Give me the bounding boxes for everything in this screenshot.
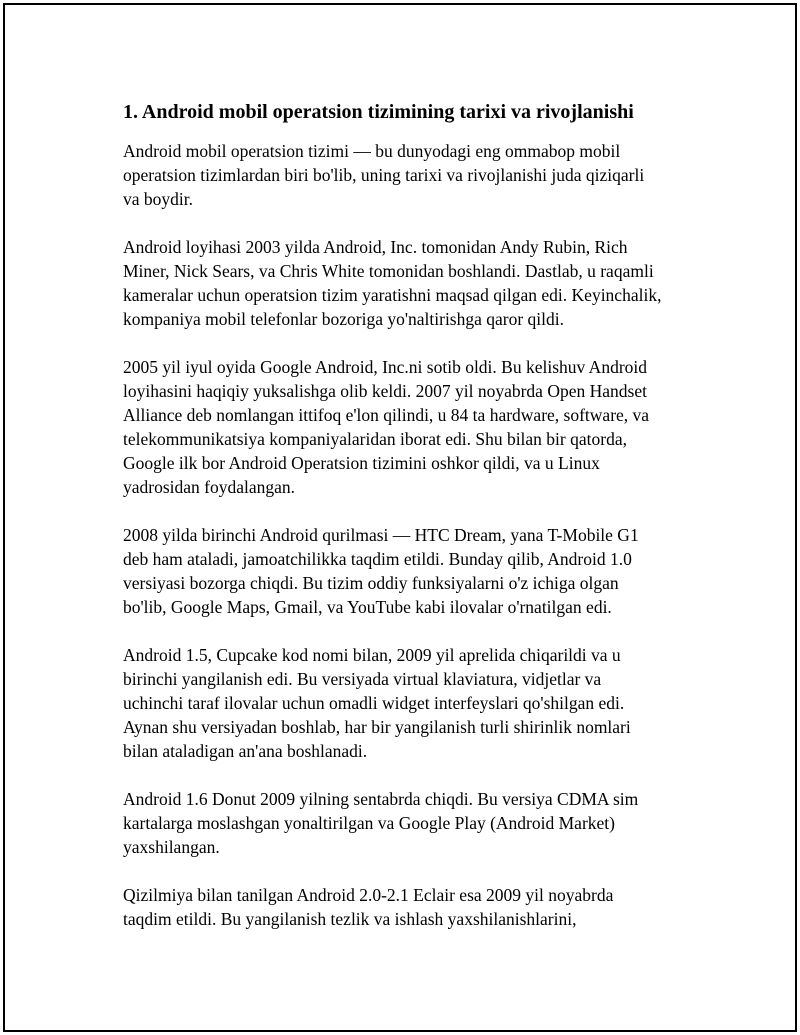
text-line: telekommunikatsiya kompaniyalaridan iborat edi. Shu bilan bir qatorda,	[123, 429, 627, 449]
text-line: 2008 yilda birinchi Android qurilmasi — HTC Dream, yana T-Mobile G1	[123, 525, 639, 545]
text-line: versiyasi bozorga chiqdi. Bu tizim oddiy funksiyalarni o'z ichiga olgan	[123, 573, 619, 593]
text-line: deb ham ataladi, jamoatchilikka taqdim etildi. Bunday qilib, Android 1.0	[123, 549, 632, 569]
paragraph	[123, 235, 703, 331]
text-line: loyihasini haqiqiy yuksalishga olib keldi. 2007 yil noyabrda Open Handset	[123, 381, 647, 401]
paragraph	[123, 139, 703, 211]
text-line: Android loyihasi 2003 yilda Android, Inc. tomonidan Andy Rubin, Rich	[123, 237, 628, 257]
text-line: Aynan shu versiyadan boshlab, har bir yangilanish turli shirinlik nomlari	[123, 717, 631, 737]
paragraph	[123, 787, 703, 859]
text-line: 2005 yil iyul oyida Google Android, Inc.ni sotib oldi. Bu kelishuv Android	[123, 357, 648, 377]
paragraph	[123, 883, 703, 931]
text-line: bo'lib, Google Maps, Gmail, va YouTube kabi ilovalar o'rnatilgan edi.	[123, 597, 612, 617]
text-line: kompaniya mobil telefonlar bozoriga yo'naltirishga qaror qildi.	[123, 309, 565, 329]
text-line: yadrosidan foydalangan.	[123, 477, 296, 497]
text-line: operatsion tizimlardan biri bo'lib, uning tarixi va rivojlanishi juda qiziqarli	[123, 165, 645, 185]
text-line: Android 1.5, Cupcake kod nomi bilan, 2009 yil aprelida chiqarildi va u	[123, 645, 621, 665]
text-line: va boydir.	[123, 189, 193, 209]
text-line: Miner, Nick Sears, va Chris White tomonidan boshlandi. Dastlab, u raqamli	[123, 261, 654, 281]
paragraph	[123, 523, 703, 619]
text-line: bilan ataladigan an'ana boshlanadi.	[123, 741, 368, 761]
text-line: kameralar uchun operatsion tizim yaratishni maqsad qilgan edi. Keyinchalik,	[123, 285, 662, 305]
text-line: Alliance deb nomlangan ittifoq e'lon qilindi, u 84 ta hardware, software, va	[123, 405, 650, 425]
text-line: taqdim etildi. Bu yangilanish tezlik va ishlash yaxshilanishlarini,	[123, 909, 577, 929]
document-title: 1. Android mobil operatsion tizimining tarixi va rivojlanishi	[123, 101, 634, 123]
text-line: uchinchi taraf ilovalar uchun omadli widget interfeyslari qo'shilgan edi.	[123, 693, 625, 713]
text-line: Android mobil operatsion tizimi — bu dunyodagi eng ommabop mobil	[123, 141, 621, 161]
text-line: yaxshilangan.	[123, 837, 220, 857]
text-line: Qizilmiya bilan tanilgan Android 2.0-2.1 Eclair esa 2009 yil noyabrda	[123, 885, 614, 905]
paragraph	[123, 355, 703, 499]
text-line: birinchi yangilanish edi. Bu versiyada virtual klaviatura, vidjetlar va	[123, 669, 602, 689]
page-frame	[3, 3, 797, 1032]
text-line: Google ilk bor Android Operatsion tizimini oshkor qildi, va u Linux	[123, 453, 600, 473]
document-body	[123, 99, 703, 955]
text-line: kartalarga moslashgan yonaltirilgan va Google Play (Android Market)	[123, 813, 615, 833]
text-line: Android 1.6 Donut 2009 yilning sentabrda chiqdi. Bu versiya CDMA sim	[123, 789, 639, 809]
paragraph	[123, 643, 703, 763]
